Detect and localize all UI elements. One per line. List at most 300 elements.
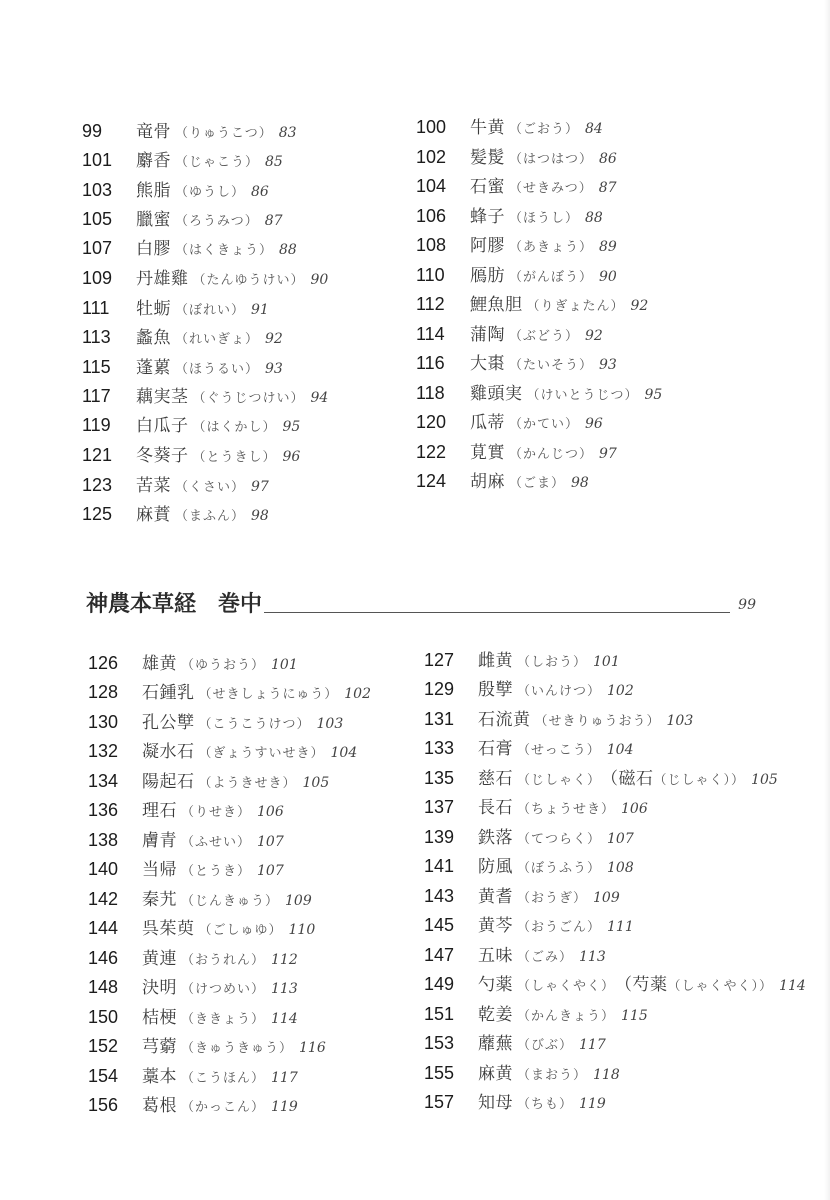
toc-entry	[416, 467, 589, 495]
entry-page: 105	[751, 772, 778, 788]
entry-page: 118	[593, 1067, 620, 1083]
toc-entry	[416, 320, 603, 348]
entry-name: 陽起石	[142, 772, 195, 792]
entry-page: 90	[599, 269, 617, 285]
entry-number: 121	[82, 445, 113, 465]
entry-name: 白膠	[136, 239, 171, 259]
entry-name: 臘蜜	[136, 210, 171, 230]
entry-number: 115	[82, 357, 111, 377]
entry-number: 145	[424, 915, 455, 935]
toc-entry	[424, 970, 806, 998]
entry-name: 凝水石	[142, 742, 195, 762]
entry-reading: （かんじつ）	[509, 447, 594, 462]
toc-entry	[82, 441, 300, 469]
entry-number: 136	[88, 800, 119, 820]
entry-page: 86	[251, 184, 269, 200]
entry-number: 148	[88, 977, 119, 997]
entry-reading: （りぎょたん）	[526, 299, 625, 314]
entry-page: 119	[271, 1099, 298, 1115]
toc-entry	[88, 767, 329, 795]
entry-page: 96	[585, 416, 603, 432]
toc-entry	[424, 852, 634, 880]
entry-page: 97	[599, 446, 617, 462]
toc-entry	[82, 264, 328, 292]
entry-name: 石鍾乳	[142, 683, 195, 703]
entry-reading: （りゅうこつ）	[175, 126, 273, 141]
entry-reading: （こうこうけつ）	[198, 717, 311, 732]
entry-number: 142	[88, 889, 119, 909]
entry-reading: （かっこん）	[181, 1100, 266, 1115]
toc-entry	[88, 796, 284, 824]
entry-page: 92	[265, 331, 283, 347]
entry-reading: （ごま）	[509, 476, 566, 491]
entry-number: 139	[424, 827, 455, 847]
entry-page: 89	[599, 239, 617, 255]
entry-number: 140	[88, 859, 119, 879]
section-title: 神農本草経 巻中	[86, 592, 263, 617]
toc-entry	[88, 708, 343, 736]
entry-name: 丹雄雞	[136, 269, 189, 289]
page-edge-shadow	[824, 0, 830, 1200]
section-heading	[86, 582, 756, 616]
entry-page: 105	[302, 775, 330, 791]
entry-number: 157	[424, 1092, 455, 1112]
entry-number: 113	[82, 327, 111, 347]
entry-number: 155	[424, 1063, 455, 1083]
toc-entry	[424, 941, 606, 969]
entry-number: 114	[416, 324, 445, 344]
entry-number: 116	[416, 353, 445, 373]
entry-page: 84	[585, 121, 603, 137]
leader-line	[264, 611, 730, 613]
entry-page: 107	[257, 834, 284, 850]
entry-name: 蓬蔂	[136, 358, 171, 378]
entry-reading: （はつはつ）	[509, 152, 594, 167]
entry-name: 麝香	[136, 151, 171, 171]
entry-page: 110	[288, 922, 316, 938]
toc-entry	[416, 349, 617, 377]
entry-name: 膚青	[142, 831, 177, 851]
toc-entry	[416, 379, 662, 407]
entry-page: 103	[666, 713, 694, 729]
entry-number: 99	[82, 121, 103, 141]
toc-entry	[424, 1029, 606, 1057]
toc-entry	[88, 678, 371, 706]
entry-page: 113	[579, 949, 606, 965]
toc-entry	[88, 973, 298, 1001]
entry-number: 103	[82, 180, 113, 200]
entry-name: 胡麻	[470, 472, 505, 492]
toc-entry	[424, 705, 693, 733]
entry-reading: （けつめい）	[181, 982, 266, 997]
entry-reading: （ごしゅゆ）	[198, 923, 283, 938]
toc-entry	[424, 823, 634, 851]
entry-name: 知母	[478, 1093, 513, 1113]
entry-reading: （りせき）	[181, 805, 252, 820]
entry-number: 119	[82, 415, 111, 435]
entry-reading: （ちも）	[517, 1097, 574, 1112]
entry-reading: （ほうし）	[509, 211, 580, 226]
entry-name: 黄耆	[478, 887, 513, 907]
entry-number: 132	[88, 741, 119, 761]
toc-entry	[416, 438, 617, 466]
entry-name: 理石	[142, 801, 177, 821]
entry-name: 秦艽	[142, 890, 177, 910]
toc-entry	[416, 231, 617, 259]
entry-name: 瓜蒂	[470, 413, 505, 433]
entry-reading: （じんきゅう）	[181, 894, 280, 909]
toc-entry	[82, 294, 269, 322]
entry-page: 97	[251, 479, 269, 495]
entry-reading: （あきょう）	[509, 240, 594, 255]
toc-entry	[82, 500, 269, 528]
entry-name: 藕実茎	[136, 387, 189, 407]
entry-number: 135	[424, 768, 455, 788]
entry-number: 153	[424, 1033, 455, 1053]
toc-entry	[416, 261, 617, 289]
entry-reading: （じしゃく）	[517, 773, 602, 788]
entry-reading: （ようきせき）	[198, 776, 297, 791]
entry-name: 殷孼	[478, 680, 513, 700]
entry-reading: （かんきょう）	[517, 1009, 616, 1024]
toc-entry	[88, 914, 315, 942]
entry-reading: （せきしょうにゅう）	[198, 687, 339, 702]
entry-reading: （ほうるい）	[175, 362, 260, 377]
entry-reading: （とうき）	[181, 864, 252, 879]
entry-number: 106	[416, 206, 447, 226]
entry-page: 114	[271, 1011, 298, 1027]
entry-number: 152	[88, 1036, 119, 1056]
entry-number: 107	[82, 238, 113, 258]
entry-reading: （けいとうじつ）	[526, 388, 639, 403]
entry-number: 100	[416, 117, 447, 137]
toc-entry	[416, 408, 603, 436]
entry-reading: （ちょうせき）	[517, 802, 616, 817]
entry-reading: （たいそう）	[509, 358, 594, 373]
entry-name: 黄芩	[478, 916, 513, 936]
toc-entry	[88, 1003, 298, 1031]
toc-entry	[424, 793, 648, 821]
entry-page: 96	[282, 449, 301, 465]
entry-alt-reading: （しゃくやく））	[667, 979, 774, 994]
entry-page: 93	[599, 357, 617, 373]
entry-number: 128	[88, 682, 119, 702]
entry-page: 115	[621, 1008, 648, 1024]
entry-number: 110	[416, 265, 445, 285]
entry-reading: （じゃこう）	[175, 155, 260, 170]
entry-reading: （こうほん）	[181, 1071, 266, 1086]
entry-number: 141	[424, 856, 455, 876]
toc-entry	[416, 172, 617, 200]
entry-page: 102	[344, 686, 371, 702]
entry-name: 石蜜	[470, 177, 505, 197]
toc-entry	[424, 646, 620, 674]
entry-name: 当帰	[142, 860, 177, 880]
entry-page: 103	[316, 716, 344, 732]
entry-reading: （おうごん）	[517, 920, 602, 935]
toc-entry	[88, 649, 298, 677]
entry-name: 鯉魚胆	[470, 295, 523, 315]
entry-reading: （ぎょうすいせき）	[198, 746, 325, 761]
entry-reading: （せきみつ）	[509, 181, 593, 196]
entry-reading: （はくかし）	[192, 420, 277, 435]
entry-name: 蘼蕪	[478, 1034, 513, 1054]
entry-number: 143	[424, 886, 455, 906]
entry-name: 麻黄	[478, 1064, 513, 1084]
entry-name: 雌黄	[478, 651, 513, 671]
entry-reading: （おうぎ）	[517, 891, 588, 906]
toc-entry	[82, 471, 269, 499]
toc-entry	[424, 1000, 648, 1028]
entry-reading: （きゅうきゅう）	[181, 1041, 294, 1056]
toc-entry	[88, 1091, 298, 1119]
entry-number: 149	[424, 974, 455, 994]
entry-page: 104	[606, 742, 634, 758]
entry-page: 104	[330, 745, 358, 761]
entry-number: 154	[88, 1066, 119, 1086]
entry-number: 101	[82, 150, 113, 170]
entry-page: 106	[257, 804, 284, 820]
entry-number: 104	[416, 176, 447, 196]
entry-page: 91	[251, 302, 269, 318]
entry-page: 109	[285, 893, 312, 909]
entry-page: 92	[585, 328, 603, 344]
entry-number: 130	[88, 712, 119, 732]
entry-name: 芎藭	[142, 1037, 177, 1057]
toc-entry	[424, 1088, 606, 1116]
entry-name: 乾姜	[478, 1005, 513, 1025]
entry-page: 101	[593, 654, 620, 670]
entry-reading: （かてい）	[509, 417, 580, 432]
toc-entry	[424, 734, 633, 762]
toc-entry	[82, 323, 283, 351]
toc-entry	[416, 290, 648, 318]
entry-reading: （おうれん）	[181, 953, 266, 968]
toc-entry	[88, 885, 312, 913]
toc-entry	[424, 675, 634, 703]
entry-name: 蒲陶	[470, 325, 505, 345]
entry-name: 鉄落	[478, 828, 513, 848]
entry-alt-reading: （じしゃく））	[653, 773, 746, 788]
entry-name: 雞頭実	[470, 384, 523, 404]
entry-page: 93	[265, 361, 283, 377]
entry-reading: （ぶどう）	[509, 329, 580, 344]
entry-reading: （てつらく）	[517, 832, 602, 847]
entry-name: 阿膠	[470, 236, 505, 256]
entry-number: 137	[424, 797, 455, 817]
entry-page: 95	[644, 387, 663, 403]
toc-entry	[82, 205, 283, 233]
entry-name: 葛根	[142, 1096, 177, 1116]
toc-entry	[424, 882, 620, 910]
section-page-number: 99	[738, 597, 756, 613]
entry-reading: （はくきょう）	[175, 243, 274, 258]
entry-page: 119	[579, 1096, 606, 1112]
entry-page: 114	[779, 978, 806, 994]
entry-name: 桔梗	[142, 1008, 177, 1028]
entry-name: 石膏	[478, 739, 513, 759]
entry-number: 123	[82, 475, 113, 495]
entry-page: 107	[257, 863, 284, 879]
entry-reading: （ふせい）	[181, 835, 252, 850]
entry-name: 熊脂	[136, 181, 171, 201]
entry-page: 92	[630, 298, 649, 314]
entry-number: 105	[82, 209, 113, 229]
entry-number: 151	[424, 1004, 455, 1024]
entry-name: 苦菜	[136, 476, 171, 496]
entry-reading: （れいぎょ）	[175, 332, 260, 347]
entry-reading: （ぐうじつけい）	[192, 391, 305, 406]
entry-reading: （しおう）	[517, 655, 588, 670]
entry-name: 牡蛎	[136, 299, 171, 319]
entry-number: 127	[424, 650, 455, 670]
entry-name: 防風	[478, 857, 513, 877]
entry-page: 85	[265, 154, 283, 170]
entry-reading: （まふん）	[175, 509, 246, 524]
entry-number: 126	[88, 653, 119, 673]
toc-entry	[416, 143, 617, 171]
entry-page: 83	[278, 125, 297, 141]
toc-entry	[88, 826, 284, 854]
toc-entry	[416, 113, 603, 141]
entry-reading: （たんゆうけい）	[192, 273, 305, 288]
entry-page: 102	[607, 683, 634, 699]
toc-entry	[88, 737, 357, 765]
entry-page: 88	[585, 210, 603, 226]
entry-page: 98	[251, 508, 269, 524]
toc-entry	[88, 1062, 298, 1090]
toc-entry	[82, 176, 269, 204]
entry-name: 藁本	[142, 1067, 177, 1087]
entry-number: 156	[88, 1095, 119, 1115]
entry-number: 146	[88, 948, 119, 968]
toc-entry	[82, 234, 297, 262]
entry-page: 90	[310, 272, 329, 288]
toc-entry	[82, 146, 283, 174]
entry-page: 87	[598, 180, 617, 196]
entry-name: 鴈肪	[470, 266, 505, 286]
entry-alt-name: （芍薬	[615, 975, 668, 995]
entry-number: 131	[424, 709, 455, 729]
toc-entry	[424, 1059, 620, 1087]
entry-reading: （まおう）	[517, 1068, 588, 1083]
entry-page: 107	[607, 831, 634, 847]
entry-reading: （ごおう）	[509, 122, 580, 137]
entry-page: 106	[621, 801, 648, 817]
entry-reading: （ゆうし）	[175, 185, 246, 200]
entry-name: 大棗	[470, 354, 505, 374]
toc-entry	[82, 411, 300, 439]
entry-name: 決明	[142, 978, 177, 998]
entry-number: 122	[416, 442, 447, 462]
entry-page: 98	[571, 475, 589, 491]
toc-entry	[82, 117, 297, 145]
entry-page: 94	[310, 390, 329, 406]
toc-entry	[424, 911, 634, 939]
entry-reading: （ぼれい）	[175, 303, 246, 318]
entry-name: 石流黄	[478, 710, 531, 730]
entry-name: 白瓜子	[136, 416, 189, 436]
entry-name: 孔公孼	[142, 713, 195, 733]
toc-entry	[416, 202, 603, 230]
entry-reading: （とうきし）	[192, 450, 277, 465]
entry-reading: （くさい）	[175, 480, 246, 495]
entry-reading: （ぼうふう）	[517, 861, 602, 876]
entry-number: 102	[416, 147, 447, 167]
entry-number: 109	[82, 268, 113, 288]
entry-name: 莧實	[470, 443, 505, 463]
entry-name: 牛黄	[470, 118, 505, 138]
entry-page: 116	[299, 1040, 326, 1056]
entry-reading: （がんぼう）	[509, 270, 594, 285]
entry-reading: （ろうみつ）	[175, 214, 259, 229]
entry-name: 雄黄	[142, 654, 177, 674]
entry-reading: （いんけつ）	[517, 684, 602, 699]
toc-entry	[82, 353, 283, 381]
entry-number: 120	[416, 412, 447, 432]
entry-number: 144	[88, 918, 119, 938]
entry-page: 111	[607, 919, 634, 935]
entry-number: 147	[424, 945, 455, 965]
toc-entry	[88, 855, 284, 883]
entry-name: 黄連	[142, 949, 177, 969]
entry-name: 蜂子	[470, 207, 505, 227]
entry-number: 118	[416, 383, 445, 403]
entry-number: 150	[88, 1007, 119, 1027]
entry-reading: （せきりゅうおう）	[534, 714, 661, 729]
entry-page: 117	[271, 1070, 298, 1086]
entry-page: 112	[271, 952, 298, 968]
entry-number: 138	[88, 830, 119, 850]
entry-number: 112	[416, 294, 445, 314]
entry-reading: （しゃくやく）	[517, 979, 616, 994]
entry-name: 勺薬	[478, 975, 513, 995]
entry-number: 117	[82, 386, 111, 406]
entry-number: 134	[88, 771, 119, 791]
entry-page: 86	[599, 151, 617, 167]
toc-entry	[88, 944, 298, 972]
entry-page: 117	[579, 1037, 606, 1053]
entry-number: 108	[416, 235, 447, 255]
entry-reading: （ごみ）	[517, 950, 574, 965]
entry-name: 髪髲	[470, 148, 505, 168]
entry-number: 111	[82, 298, 110, 318]
entry-number: 133	[424, 738, 455, 758]
toc-entry	[424, 764, 778, 792]
entry-name: 蠡魚	[136, 328, 171, 348]
toc-entry	[88, 1032, 326, 1060]
entry-name: 麻蕡	[136, 505, 171, 525]
toc-entry	[82, 382, 328, 410]
entry-page: 101	[271, 657, 298, 673]
entry-name: 冬葵子	[136, 446, 189, 466]
entry-name: 五味	[478, 946, 513, 966]
entry-reading: （ききょう）	[181, 1012, 266, 1027]
entry-number: 129	[424, 679, 455, 699]
entry-page: 88	[279, 242, 297, 258]
entry-name: 長石	[478, 798, 513, 818]
entry-name: 慈石	[478, 769, 513, 789]
entry-alt-name: （磁石	[601, 769, 654, 789]
entry-name: 竜骨	[136, 122, 171, 142]
entry-number: 124	[416, 471, 447, 491]
entry-page: 108	[607, 860, 634, 876]
entry-page: 87	[264, 213, 283, 229]
entry-reading: （せっこう）	[517, 743, 601, 758]
entry-page: 113	[271, 981, 298, 997]
entry-number: 125	[82, 504, 113, 524]
entry-name: 呉茱萸	[142, 919, 195, 939]
